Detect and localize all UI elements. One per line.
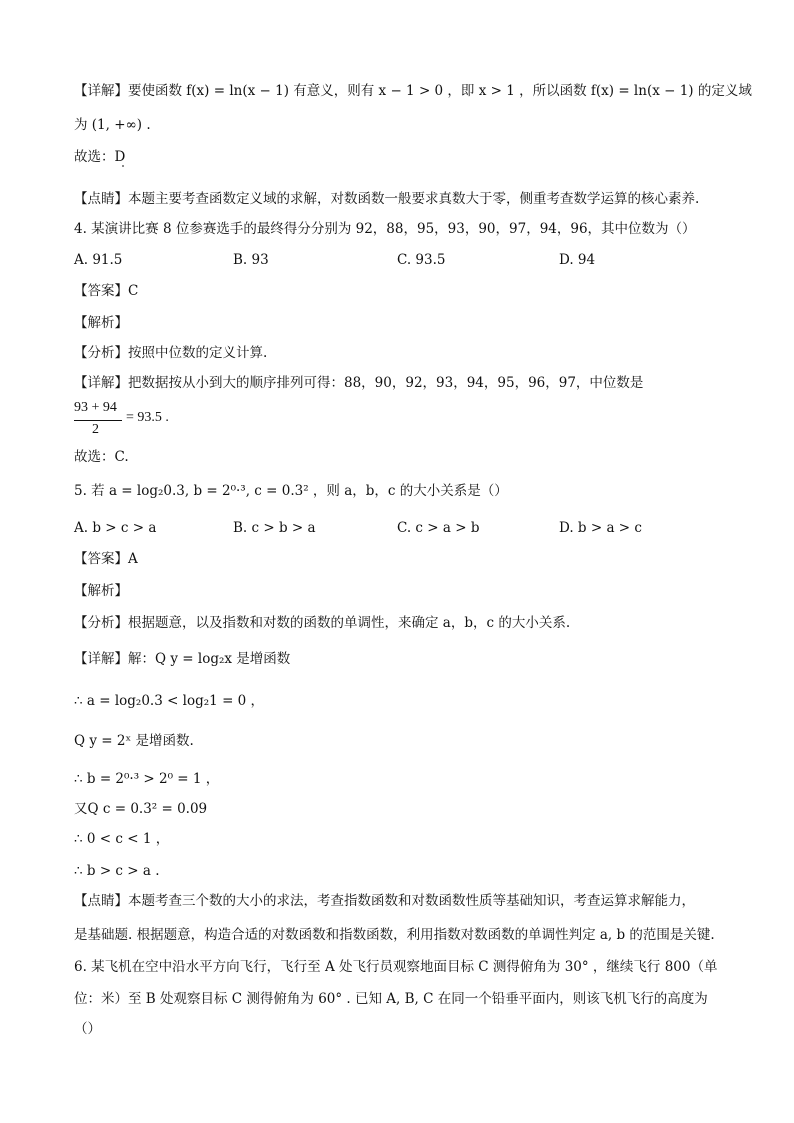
q5-option-c: C. c > a > b	[397, 520, 480, 536]
q5-detail-6: ∴ 0 < c < 1 ，	[74, 831, 170, 847]
q4-option-b: B. 93	[233, 252, 269, 268]
note-line: 【点睛】本题主要考查函数定义域的求解，对数函数一般要求真数大于零，侧重考查数学运算的核心素养.	[74, 191, 700, 207]
q5-option-d: D. b > a > c	[559, 520, 642, 536]
q4-choose: 故选：C.	[74, 449, 129, 465]
q4-jiexi: 【解析】	[74, 315, 128, 331]
q5-detail-2: ∴ a = log₂0.3 < log₂1 = 0 ，	[74, 693, 265, 709]
q5-note-2: 是基础题. 根据题意，构造合适的对数函数和指数函数，利用指数对数函数的单调性判定 a, b 的范围是关键.	[74, 927, 715, 943]
question-4: 4. 某演讲比赛 8 位参赛选手的最终得分分别为 92，88，95，93，90，97，94，96，其中位数为（）	[74, 221, 696, 237]
q5-detail-3: Q y = 2ˣ 是增函数.	[74, 733, 194, 749]
q5-option-b: B. c > b > a	[233, 520, 316, 536]
question-6-line-2: 位：米）至 B 处观察目标 C 测得俯角为 60° . 已知 A, B, C 在同一个铅垂平面内，则该飞机飞行的高度为	[74, 991, 708, 1007]
question-6-line-3: （）	[74, 1021, 101, 1037]
q4-detail: 【详解】把数据按从小到大的顺序排列可得：88，90，92，93，94，95，96，97，中位数是	[74, 375, 644, 391]
fraction-bar	[74, 420, 122, 421]
fraction-numerator: 93 + 94	[74, 400, 117, 415]
fraction-denominator: 2	[92, 422, 99, 437]
detail-line-1: 【详解】要使函数 f(x) = ln(x − 1) 有意义，则有 x − 1 > 0 ，即 x > 1 ，所以函数 f(x) = ln(x − 1) 的定义域	[74, 83, 752, 99]
q5-jiexi: 【解析】	[74, 583, 128, 599]
q5-detail-4: ∴ b = 2⁰·³ > 2⁰ = 1 ，	[74, 771, 220, 787]
q4-answer: 【答案】C	[74, 283, 139, 299]
q5-analysis: 【分析】根据题意，以及指数和对数的函数的单调性，来确定 a，b，c 的大小关系.	[74, 615, 571, 631]
q5-answer: 【答案】A	[74, 551, 138, 567]
fraction-result: = 93.5 .	[126, 410, 169, 425]
q4-option-d: D. 94	[559, 252, 596, 268]
q4-analysis: 【分析】按照中位数的定义计算.	[74, 345, 268, 361]
q5-detail-5: 又Q c = 0.3² = 0.09	[74, 801, 208, 817]
q5-option-a: A. b > c > a	[74, 520, 157, 536]
q5-detail-1: 【详解】解：Q y = log₂x 是增函数	[74, 651, 291, 667]
question-6-line-1: 6. 某飞机在空中沿水平方向飞行，飞行至 A 处飞行员观察地面目标 C 测得俯角为 30° ，继续飞行 800（单	[74, 959, 718, 975]
q4-option-a: A. 91.5	[74, 252, 123, 268]
q5-detail-7: ∴ b > c > a .	[74, 863, 160, 879]
choose-d: 故选：D	[74, 149, 126, 165]
detail-line-2: 为 (1, +∞) .	[74, 117, 151, 133]
stray-dot	[122, 165, 124, 167]
q5-note-1: 【点睛】本题考查三个数的大小的求法，考查指数函数和对数函数性质等基础知识，考查运算求解能力，	[74, 893, 695, 909]
question-5: 5. 若 a = log₂0.3, b = 2⁰·³, c = 0.3² ，则 a，b，c 的大小关系是（）	[74, 483, 508, 499]
q4-median-fraction	[74, 400, 204, 440]
q4-option-c: C. 93.5	[397, 252, 446, 268]
